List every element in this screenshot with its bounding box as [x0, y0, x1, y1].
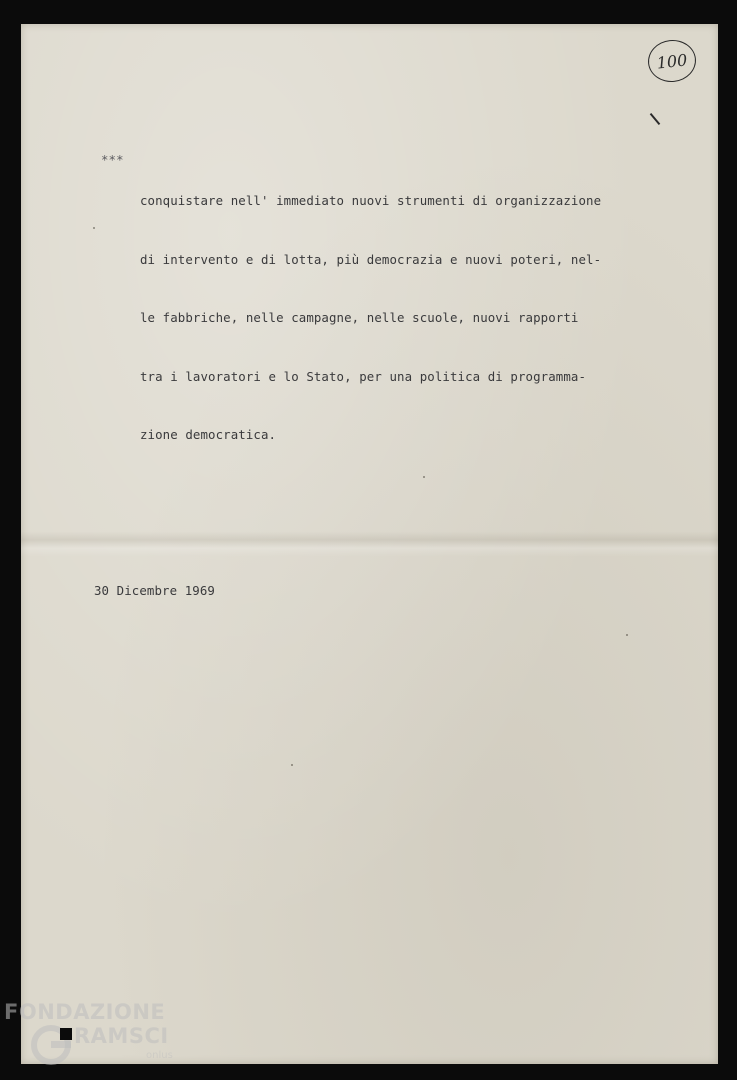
paper-speck [626, 634, 628, 636]
gramsci-g-logo-icon [30, 1024, 72, 1066]
watermark-name-text: RAMSCI [74, 1024, 169, 1048]
page-number-text: 100 [655, 49, 689, 73]
handwritten-page-number [646, 38, 698, 85]
paragraph-line: zione democratica. [140, 427, 277, 442]
paper-speck [93, 227, 95, 229]
document-date: 30 Dicembre 1969 [94, 583, 215, 598]
paper-speck [423, 476, 425, 478]
paragraph-line: conquistare nell' immediato nuovi strumenti di organizzazione [140, 193, 602, 208]
archive-watermark [4, 1000, 194, 1074]
document-page [21, 24, 718, 1064]
paragraph-line: tra i lavoratori e lo Stato, per una politica di programma- [140, 368, 587, 384]
bullet-asterisks: *** [101, 152, 124, 167]
watermark-foundation-text: FONDAZIONE [4, 1000, 166, 1024]
paragraph-line: le fabbriche, nelle campagne, nelle scuole, nuovi rapporti [140, 310, 579, 325]
paper-speck [291, 764, 293, 766]
paragraph-line: di intervento e di lotta, più democrazia e nuovi poteri, nel- [140, 251, 602, 267]
pen-tick-mark [650, 113, 661, 125]
typed-paragraph [140, 152, 601, 484]
watermark-onlus-text: onlus [146, 1050, 173, 1061]
